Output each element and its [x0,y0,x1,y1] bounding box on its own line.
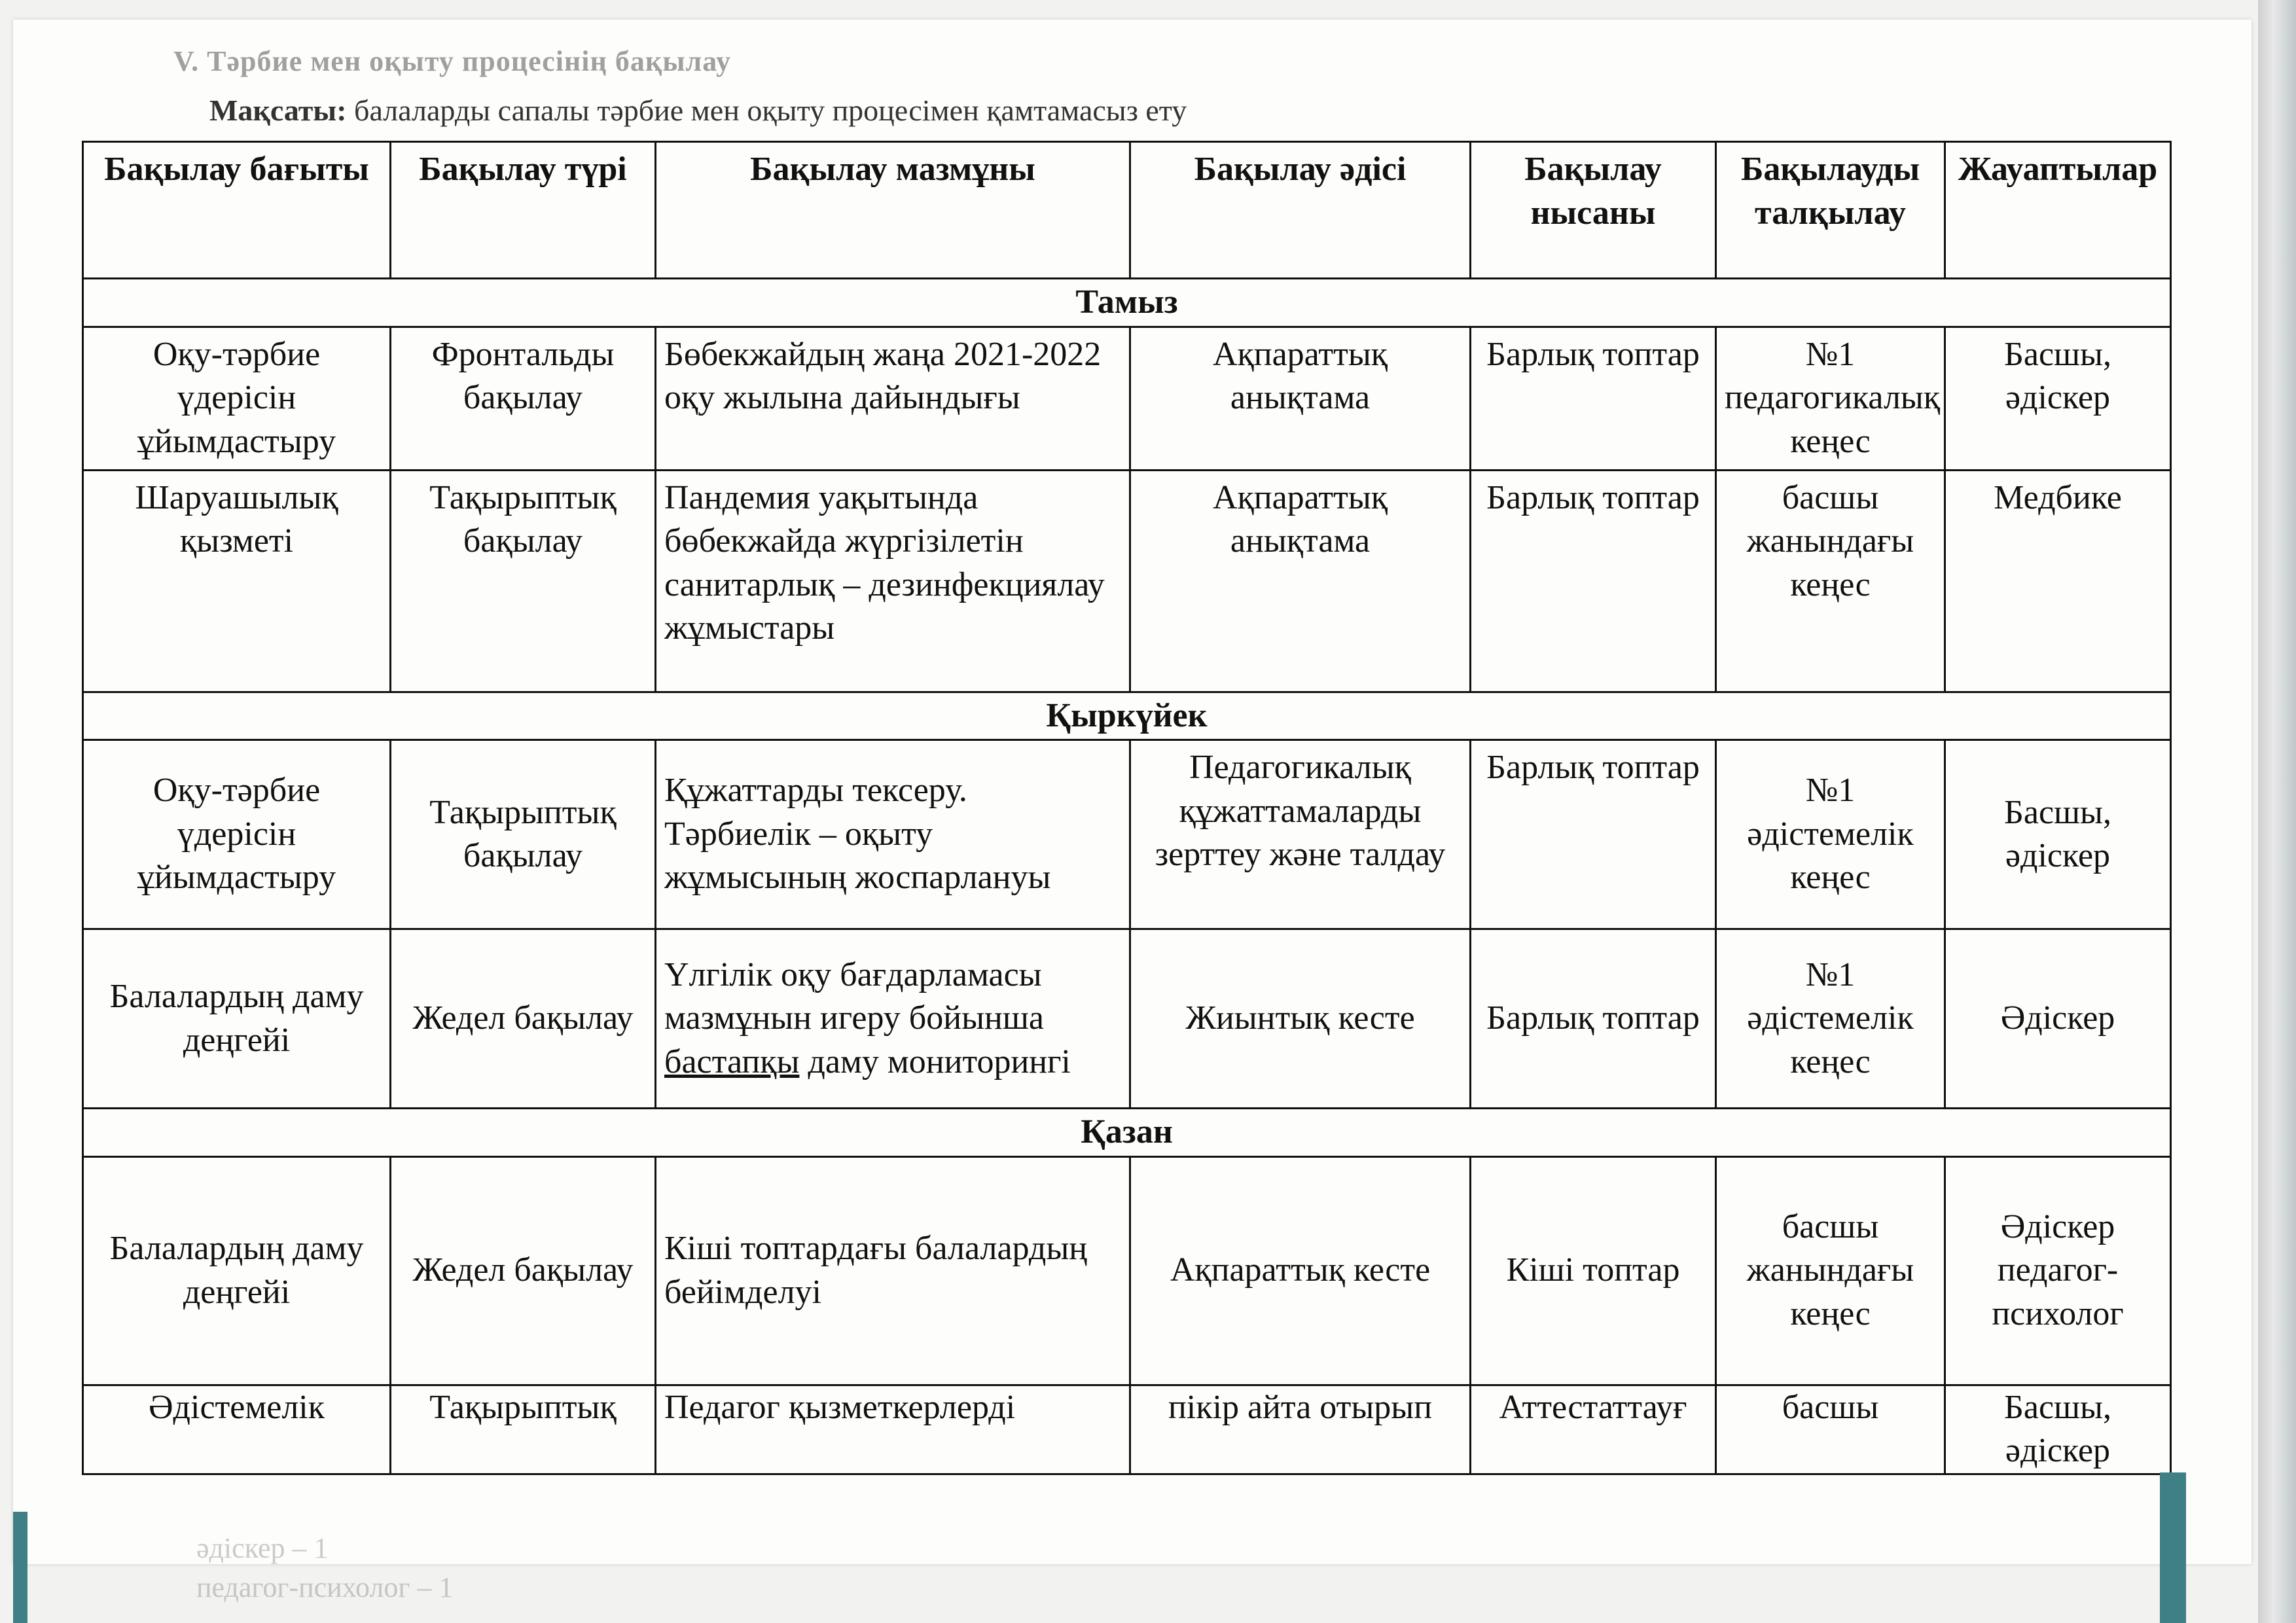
header-content: Бақылау мазмұны [656,142,1130,279]
content-part: даму мониторингі [799,1043,1071,1080]
cell-content: Құжаттарды тексеру. Тәрбиелік – оқыту жұмысының жоспарлануы [656,740,1130,929]
cell-content: Кіші топтардағы балалардың бейімделуі [656,1156,1130,1385]
header-type: Бақылау түрі [391,142,656,279]
cell-responsible: Басшы, әдіскер [1945,327,2171,470]
page-edge [2258,0,2296,1623]
cell-direction: Әдістемелік [83,1385,391,1474]
header-direction: Бақылау бағыты [83,142,391,279]
cell-discussion: басшы [1716,1385,1945,1474]
cell-type: Жедел бақылау [391,929,656,1109]
goal-label: Мақсаты: [209,94,347,127]
cell-content: Пандемия уақытында бөбекжайда жүргізілетін санитарлық – дезинфекциялау жұмыстары [656,470,1130,692]
cell-method: Ақпараттық кесте [1130,1156,1471,1385]
cell-object: Барлық топтар [1471,740,1716,929]
cell-discussion: №1 әдістемелік кеңес [1716,740,1945,929]
binder-strip [13,1512,27,1623]
cell-type: Тақырыптық бақылау [391,740,656,929]
goal-text: балаларды сапалы тәрбие мен оқыту процесімен қамтамасыз ету [354,94,1187,127]
cell-direction: Шаруашылық қызметі [83,470,391,692]
control-plan-table [82,141,2172,1475]
month-row-august [83,279,2171,327]
cell-discussion: №1 әдістемелік кеңес [1716,929,1945,1109]
cell-method: Педагогикалық құжаттамаларды зерттеу және талдау [1130,740,1471,929]
cell-discussion: №1 педагогикалық кеңес [1716,327,1945,470]
cell-direction: Балалардың даму деңгейі [83,929,391,1109]
month-row-october [83,1109,2171,1157]
cell-responsible: Медбике [1945,470,2171,692]
table-row [83,929,2171,1109]
cell-responsible: Басшы, әдіскер [1945,740,2171,929]
month-row-september [83,692,2171,740]
cell-type: Фронтальды бақылау [391,327,656,470]
cell-content [656,929,1130,1109]
cell-discussion: басшы жанындағы кеңес [1716,470,1945,692]
table-row [83,1156,2171,1385]
footer-line: педагог-психолог – 1 [196,1571,454,1603]
cell-content: Бөбекжайдың жаңа 2021-2022 оқу жылына дайындығы [656,327,1130,470]
binder-strip [2160,1472,2186,1623]
table-row [83,1385,2171,1474]
content-underlined: бастапқы [664,1043,800,1080]
header-row [83,142,2171,279]
header-responsible: Жауаптылар [1945,142,2171,279]
cell-object: Барлық топтар [1471,470,1716,692]
cell-content: Педагог қызметкерлерді [656,1385,1130,1474]
cell-object: Аттестаттауғ [1471,1385,1716,1474]
cell-responsible: Әдіскер [1945,929,2171,1109]
cell-method: пікір айта отырып [1130,1385,1471,1474]
cell-object: Барлық топтар [1471,327,1716,470]
table-row [83,470,2171,692]
cell-type: Жедел бақылау [391,1156,656,1385]
section-heading: V. Тәрбие мен оқыту процесінің бақылау [173,45,731,77]
cell-responsible: Әдіскер педагог-психолог [1945,1156,2171,1385]
cell-direction: Оқу-тәрбие үдерісін ұйымдастыру [83,740,391,929]
cell-method: Ақпараттық анықтама [1130,327,1471,470]
cell-responsible: Басшы, әдіскер [1945,1385,2171,1474]
cell-direction: Балалардың даму деңгейі [83,1156,391,1385]
goal-line [209,93,1187,128]
table-row [83,327,2171,470]
month-label: Тамыз [83,279,2171,327]
cell-type: Тақырыптық [391,1385,656,1474]
cell-method: Жиынтық кесте [1130,929,1471,1109]
content-part: Үлгілік оқу бағдарламасы мазмұнын игеру бойынша [664,955,1044,1037]
footer-line: әдіскер – 1 [196,1532,329,1564]
cell-direction: Оқу-тәрбие үдерісін ұйымдастыру [83,327,391,470]
header-object: Бақылау нысаны [1471,142,1716,279]
month-label: Қазан [83,1109,2171,1157]
header-discussion: Бақылауды талқылау [1716,142,1945,279]
cell-object: Кіші топтар [1471,1156,1716,1385]
cell-type: Тақырыптық бақылау [391,470,656,692]
month-label: Қыркүйек [83,692,2171,740]
cell-discussion: басшы жанындағы кеңес [1716,1156,1945,1385]
header-method: Бақылау әдісі [1130,142,1471,279]
cell-method: Ақпараттық анықтама [1130,470,1471,692]
table-row [83,740,2171,929]
cell-object: Барлық топтар [1471,929,1716,1109]
